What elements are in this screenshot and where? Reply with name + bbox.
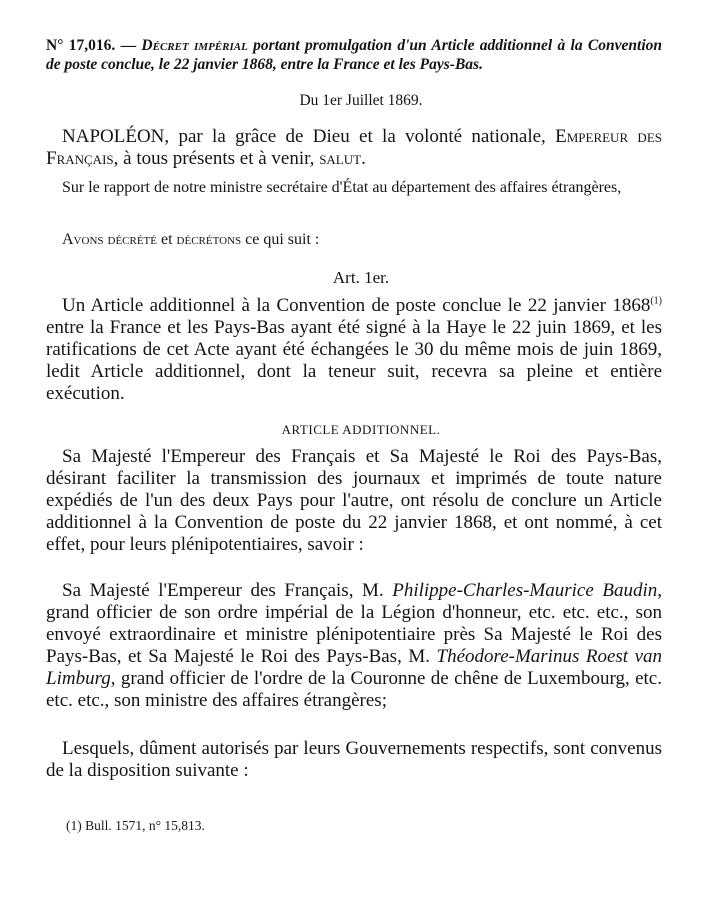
- preamble-text-1: , par la grâce de Dieu et la volonté nationale,: [164, 126, 556, 147]
- emperor-title: Empereur des Français: [46, 126, 662, 169]
- plenipotentiary-1: Philippe-Charles-Maurice Baudin: [392, 580, 658, 601]
- para2-text-a: Sa Majesté l'Empereur des Français, M.: [62, 580, 393, 601]
- rapport-paragraph: Sur le rapport de notre ministre secrétaire d'État au département des affaires étrangères,: [62, 179, 622, 196]
- para2-text-c: , grand officier de l'ordre de la Couronne de chêne de Luxembourg, etc. etc. etc., son ministre des affaires étrangères;: [46, 668, 662, 711]
- formula-part-b: et: [157, 231, 177, 248]
- decree-heading: [46, 36, 662, 74]
- decree-date: Du 1er Juillet 1869.: [299, 92, 423, 109]
- decree-number: N° 17,016.: [46, 37, 116, 54]
- article-1-part-2: entre la France et les Pays-Bas ayant été signé à la Haye le 22 juin 1869, et les ratifications de cet Acte ayant été échangées le 30 du même mois de juin 1869, ledit Article additionnel, dont la teneur suit, recevra sa pleine et entière exécution.: [46, 317, 662, 404]
- plenipotentiary-2: Théodore-Marinus Roest van Limburg: [46, 646, 662, 689]
- heading-dash: —: [120, 37, 137, 54]
- annex-paragraph-3: Lesquels, dûment autorisés par leurs Gouvernements respectifs, sont convenus de la disposition suivante :: [46, 738, 662, 781]
- annex-paragraph-2: [46, 580, 662, 712]
- formula-part-a: Avons décrété: [62, 231, 157, 248]
- article-1-heading: Art. 1er.: [332, 268, 390, 287]
- preamble-text-2: , à tous présents et à venir,: [113, 148, 320, 169]
- preamble: [46, 126, 662, 170]
- emperor-name: NAPOLÉON: [62, 126, 165, 147]
- decree-title: portant promulgation d'un Article additionnel à la Convention de poste conclue, le 22 janvier 1868, entre la France et les Pays-Bas.: [46, 37, 663, 73]
- formula-part-d: ce qui suit :: [241, 231, 320, 248]
- para2-text-b: , grand officier de son ordre impérial de la Légion d'honneur, etc. etc. etc., son envoyé extraordinaire et ministre plénipotentiaire près Sa Majesté le Roi des Pays-Bas, et Sa Majesté le Roi des Pays-Bas, M.: [46, 580, 662, 667]
- salut: salut.: [319, 148, 366, 169]
- article-1-part-1: Un Article additionnel à la Convention de poste conclue le 22 janvier 1868: [62, 295, 651, 316]
- decree-formula: [46, 230, 662, 250]
- formula-part-c: décrétons: [176, 231, 242, 248]
- footnote-ref: (1): [650, 295, 662, 307]
- annex-heading: ARTICLE ADDITIONNEL.: [281, 422, 441, 437]
- article-1-text: [46, 295, 662, 405]
- decree-type: Décret impérial: [141, 37, 248, 54]
- annex-paragraph-1: Sa Majesté l'Empereur des Français et Sa Majesté le Roi des Pays-Bas, désirant faciliter la transmission des journaux et imprimés de toute nature expédiés de l'un des deux Pays pour l'autre, ont résolu de conclure un Article additionnel à la Convention de poste du 22 janvier 1868, et ont nommé, à cet effet, pour leurs plénipotentiaires, savoir :: [46, 446, 662, 555]
- footnote: (1) Bull. 1571, n° 15,813.: [66, 818, 205, 833]
